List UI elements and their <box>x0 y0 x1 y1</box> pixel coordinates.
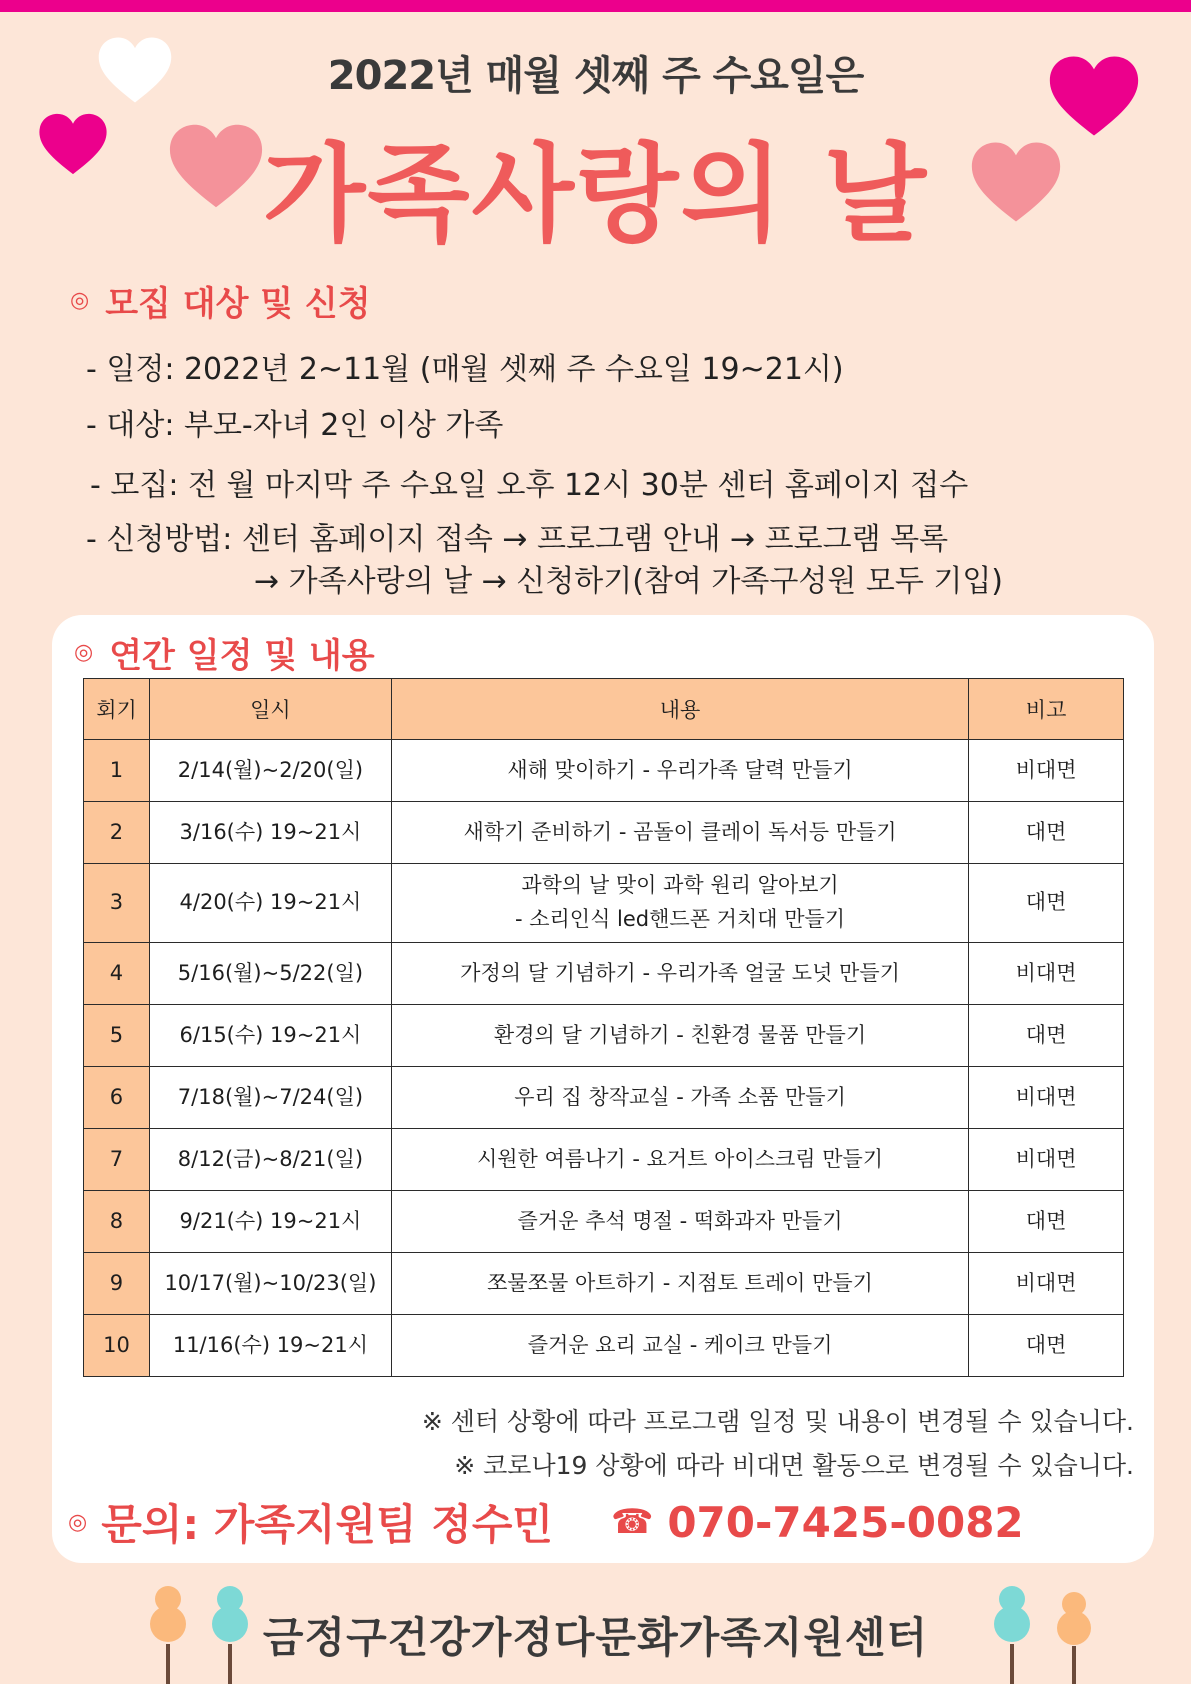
session-number: 3 <box>84 864 150 943</box>
session-content-line: 과학의 날 맞이 과학 원리 알아보기 <box>521 873 839 898</box>
recruit-recruitment-line: - 모집: 전 월 마지막 주 수요일 오후 12시 30분 센터 홈페이지 접수 <box>90 468 969 503</box>
session-content: 환경의 달 기념하기 - 친환경 물품 만들기 <box>391 1005 968 1067</box>
change-notice: ※ 센터 상황에 따라 프로그램 일정 및 내용이 변경될 수 있습니다. <box>421 1407 1134 1436</box>
bullseye-icon: ◎ <box>70 288 90 313</box>
session-date: 5/16(월)~5/22(일) <box>149 943 391 1005</box>
session-number: 8 <box>84 1191 150 1253</box>
session-mode: 대면 <box>969 802 1124 864</box>
table-header-row <box>84 679 1124 740</box>
top-accent-bar <box>0 0 1191 12</box>
session-date: 6/15(수) 19~21시 <box>149 1005 391 1067</box>
schedule-table <box>83 678 1124 1377</box>
contact-label: 문의: 가족지원팀 정수민 <box>101 1500 553 1549</box>
poster-subtitle: 2022년 매월 셋째 주 수요일은 <box>327 53 864 99</box>
session-mode: 비대면 <box>969 740 1124 802</box>
session-mode: 대면 <box>969 1191 1124 1253</box>
session-content: 즐거운 추석 명절 - 떡화과자 만들기 <box>391 1191 968 1253</box>
session-mode: 대면 <box>969 864 1124 943</box>
session-mode: 비대면 <box>969 1253 1124 1315</box>
covid-notice: ※ 코로나19 상황에 따라 비대면 활동으로 변경될 수 있습니다. <box>454 1451 1134 1480</box>
schedule-heading-text: 연간 일정 및 내용 <box>109 636 375 676</box>
column-header-session: 회기 <box>84 679 150 740</box>
session-number: 10 <box>84 1315 150 1377</box>
table-row <box>84 864 1124 943</box>
column-header-date: 일시 <box>149 679 391 740</box>
table-row <box>84 1067 1124 1129</box>
session-mode: 대면 <box>969 1315 1124 1377</box>
session-content-line: - 소리인식 led핸드폰 거치대 만들기 <box>514 907 846 931</box>
recruit-method-line: - 신청방법: 센터 홈페이지 접속 → 프로그램 안내 → 프로그램 목록 <box>86 522 949 557</box>
session-number: 5 <box>84 1005 150 1067</box>
session-content: 시원한 여름나기 - 요거트 아이스크림 만들기 <box>391 1129 968 1191</box>
contact-phone: 070-7425-0082 <box>667 1497 1024 1547</box>
table-row <box>84 943 1124 1005</box>
session-number: 6 <box>84 1067 150 1129</box>
session-content: 즐거운 요리 교실 - 케이크 만들기 <box>391 1315 968 1377</box>
session-content: 새해 맞이하기 - 우리가족 달력 만들기 <box>391 740 968 802</box>
session-number: 1 <box>84 740 150 802</box>
table-row <box>84 1129 1124 1191</box>
session-content <box>391 864 968 943</box>
session-number: 9 <box>84 1253 150 1315</box>
session-mode: 대면 <box>969 1005 1124 1067</box>
bullseye-icon: ◎ <box>74 640 94 665</box>
table-row <box>84 1315 1124 1377</box>
session-content: 새학기 준비하기 - 곰돌이 클레이 독서등 만들기 <box>391 802 968 864</box>
session-date: 8/12(금)~8/21(일) <box>149 1129 391 1191</box>
table-row <box>84 1191 1124 1253</box>
session-number: 2 <box>84 802 150 864</box>
session-content: 쪼물쪼물 아트하기 - 지점토 트레이 만들기 <box>391 1253 968 1315</box>
contact-line <box>68 1492 1024 1552</box>
session-mode: 비대면 <box>969 943 1124 1005</box>
table-row <box>84 1005 1124 1067</box>
table-row <box>84 740 1124 802</box>
recruit-heading-text: 모집 대상 및 신청 <box>105 284 371 324</box>
session-date: 7/18(월)~7/24(일) <box>149 1067 391 1129</box>
schedule-heading <box>74 628 375 677</box>
session-date: 11/16(수) 19~21시 <box>149 1315 391 1377</box>
table-row <box>84 802 1124 864</box>
session-content: 가정의 달 기념하기 - 우리가족 얼굴 도넛 만들기 <box>391 943 968 1005</box>
bullseye-icon: ◎ <box>68 1509 88 1535</box>
column-header-note: 비고 <box>969 679 1124 740</box>
recruit-method-line-cont: → 가족사랑의 날 → 신청하기(참여 가족구성원 모두 기입) <box>254 564 1004 599</box>
session-number: 7 <box>84 1129 150 1191</box>
organization-name: 금정구건강가정다문화가족지원센터 <box>262 1613 929 1662</box>
column-header-content: 내용 <box>391 679 968 740</box>
phone-icon: ☎ <box>610 1502 654 1542</box>
recruit-schedule-line: - 일정: 2022년 2~11월 (매월 셋째 주 수요일 19~21시) <box>86 352 844 387</box>
session-date: 3/16(수) 19~21시 <box>149 802 391 864</box>
session-date: 2/14(월)~2/20(일) <box>149 740 391 802</box>
session-date: 10/17(월)~10/23(일) <box>149 1253 391 1315</box>
session-number: 4 <box>84 943 150 1005</box>
recruit-target-line: - 대상: 부모-자녀 2인 이상 가족 <box>86 408 504 443</box>
table-row <box>84 1253 1124 1315</box>
session-date: 4/20(수) 19~21시 <box>149 864 391 943</box>
session-date: 9/21(수) 19~21시 <box>149 1191 391 1253</box>
recruit-heading <box>70 276 371 325</box>
session-mode: 비대면 <box>969 1129 1124 1191</box>
session-content: 우리 집 창작교실 - 가족 소품 만들기 <box>391 1067 968 1129</box>
session-mode: 비대면 <box>969 1067 1124 1129</box>
poster-title: 가족사랑의 날 <box>262 133 929 256</box>
